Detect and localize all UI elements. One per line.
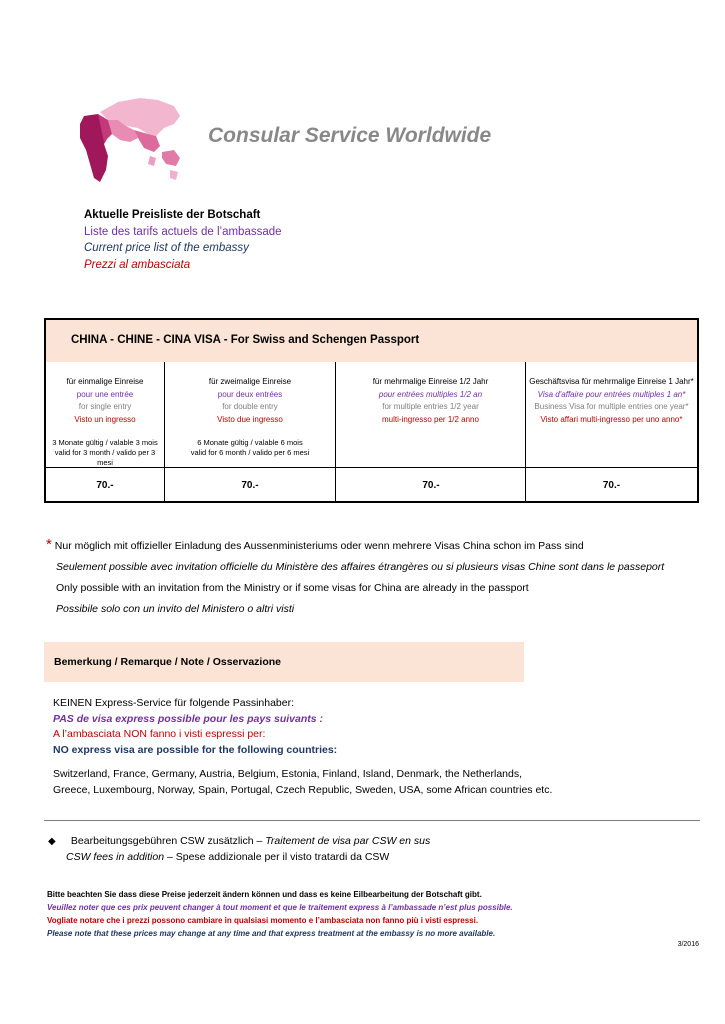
price-table-title: CHINA - CHINE - CINA VISA - For Swiss and Schengen Passport xyxy=(71,334,420,346)
world-map-logo xyxy=(78,94,182,186)
column-divider xyxy=(164,362,165,503)
remark-header xyxy=(44,642,524,682)
price-cell: 70.- xyxy=(526,467,697,503)
price-column-multiple-half-year xyxy=(336,362,525,467)
column-de: Geschäftsvisa für mehrmalige Einreise 1 Jahr* xyxy=(529,377,694,386)
intro-fr xyxy=(84,224,282,241)
price-cell: 70.- xyxy=(336,467,526,503)
column-validity-2: valid for 6 month / valido per 6 mesi xyxy=(190,448,310,457)
footnote-en: Only possible with an invitation from the Ministry or if some visas for China are already in the passport xyxy=(56,582,529,594)
column-en: for multiple entries 1/2 year xyxy=(382,402,479,411)
fees-line-2 xyxy=(48,850,430,866)
document-date: 3/2016 xyxy=(677,941,699,948)
footnote-de xyxy=(46,534,664,557)
disclaimer-fr: Veuillez noter que ces prix peuvent changer à tout moment et que le traitement express à l’ambassade n’est plus possible. xyxy=(47,903,513,912)
price-table xyxy=(44,318,699,503)
price-table-header xyxy=(46,320,697,362)
column-de: für einmalige Einreise xyxy=(66,377,144,386)
intro-en: Current price list of the embassy xyxy=(84,242,249,254)
footnote-it: Possibile solo con un invito del Ministero o altri visti xyxy=(56,603,295,615)
column-it: Visto due ingresso xyxy=(217,414,283,424)
fees-de: Bearbeitungsgebühren CSW zusätzlich – xyxy=(70,835,266,847)
column-de: für mehrmalige Einreise 1/2 Jahr xyxy=(372,377,489,386)
express-en: NO express visa are possible for the following countries: xyxy=(53,743,338,756)
fees-it: – Spese addizionale per il visto tratardi da CSW xyxy=(164,850,390,863)
footnote-de-text: Nur möglich mit offizieller Einladung des Aussenministeriums oder wenn mehrere Visas China schon im Pass sind xyxy=(54,540,584,552)
column-en: for single entry xyxy=(78,402,132,411)
column-validity-1: 6 Monate gültig / valable 6 mois xyxy=(197,438,303,447)
price-cell: 70.- xyxy=(46,467,164,503)
price-column-single xyxy=(46,362,164,467)
column-validity-2: valid for 3 month / valido per 3 mesi xyxy=(54,448,156,467)
footnote-block xyxy=(46,534,664,620)
country-line-2: Greece, Luxembourg, Norway, Spain, Portugal, Czech Republic, Sweden, USA, some African countries etc. xyxy=(53,784,553,796)
column-it: Visto affari multi-ingresso per uno anno* xyxy=(540,414,683,424)
intro-block xyxy=(84,207,282,273)
express-de: KEINEN Express-Service für folgende Passinhaber: xyxy=(53,697,295,709)
column-it: Visto un ingresso xyxy=(74,414,136,424)
diamond-bullet-icon: ◆ xyxy=(48,836,56,847)
price-column-double xyxy=(165,362,335,467)
price-cell: 70.- xyxy=(164,467,336,503)
express-notice xyxy=(53,696,337,758)
remark-title: Bemerkung / Remarque / Note / Osservazione xyxy=(54,656,281,668)
column-fr: pour deux entrées xyxy=(217,389,283,399)
intro-it: Prezzi al ambasciata xyxy=(84,258,191,271)
brand-title: Consular Service Worldwide xyxy=(208,124,492,147)
disclaimer-de: Bitte beachten Sie dass diese Preise jederzeit ändern können und dass es keine Eilbearbeitung der Botschaft gibt. xyxy=(47,890,482,899)
column-divider xyxy=(335,362,336,503)
footnote-star: * xyxy=(46,536,52,553)
fees-fr: Traitement de visa par CSW en sus xyxy=(265,835,431,847)
column-validity-1: 3 Monate gültig / valable 3 mois xyxy=(52,438,158,447)
column-en: for double entry xyxy=(222,402,278,411)
express-it: A l’ambasciata NON fanno i visti espressi per: xyxy=(53,728,266,740)
divider xyxy=(44,820,700,821)
column-fr: pour entrées multiples 1/2 an xyxy=(378,389,483,399)
disclaimer xyxy=(47,888,513,940)
fees-en: CSW fees in addition xyxy=(66,850,165,863)
intro-fr-text: Liste des tarifs actuels de l’ambassade xyxy=(84,225,282,238)
country-line-1: Switzerland, France, Germany, Austria, Belgium, Estonia, Finland, Island, Denmark, the Netherlands, xyxy=(53,768,523,780)
intro-de: Aktuelle Preisliste der Botschaft xyxy=(84,209,261,221)
column-en: Business Visa for multiple entries one year* xyxy=(534,402,689,411)
express-fr: PAS de visa express possible pour les pays suivants : xyxy=(53,712,324,725)
fees-note xyxy=(48,834,430,865)
column-fr: Visa d'affaire pour entrées multiples 1 an* xyxy=(537,389,686,399)
column-divider xyxy=(525,362,526,503)
column-fr: pour une entrée xyxy=(76,389,134,399)
fees-line-1 xyxy=(48,834,430,850)
footnote-fr: Seulement possible avec invitation officielle du Ministère des affaires étrangères ou si plusieurs visas Chine sont dans le passeport xyxy=(56,561,665,573)
column-de: für zweimalige Einreise xyxy=(208,377,292,386)
country-list xyxy=(53,766,552,798)
disclaimer-en: Please note that these prices may change at any time and that express treatment at the embassy is no more available. xyxy=(47,929,496,938)
column-it: multi-ingresso per 1/2 anno xyxy=(382,414,479,424)
disclaimer-it: Vogliate notare che i prezzi possono cambiare in qualsiasi momento e l’ambasciata non fanno più i visti espressi. xyxy=(47,916,479,925)
price-column-business-year xyxy=(526,362,697,467)
